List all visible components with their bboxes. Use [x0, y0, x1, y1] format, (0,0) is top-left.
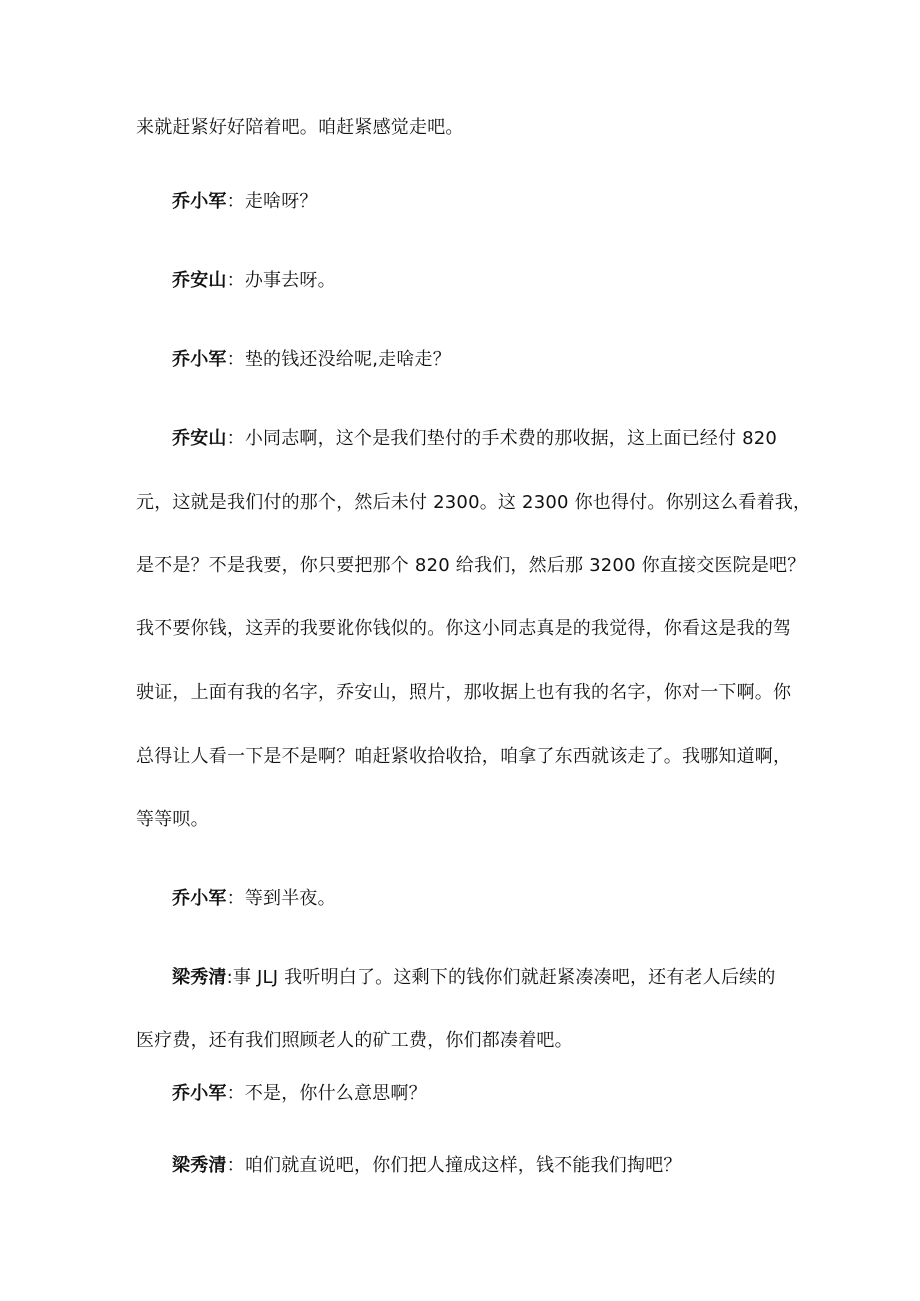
speaker-separator: ： — [226, 1083, 245, 1104]
dialogue-text: 等到半夜。 — [244, 888, 336, 909]
paragraph-line: 等等呗。 — [136, 809, 209, 830]
speaker-name: 乔小军 — [172, 1083, 227, 1104]
paragraph-line: 是不是？不是我要，你只要把那个 820 给我们，然后那 3200 你直接交医院是吧？ — [136, 555, 806, 576]
dialogue-line — [172, 190, 808, 214]
dialogue-text: 咱们就直说吧，你们把人撞成这样，钱不能我们掏吧？ — [244, 1155, 682, 1176]
dialogue-text: 垫的钱还没给呢,走啥走？ — [244, 349, 451, 370]
dialogue-line — [172, 1154, 808, 1178]
dialogue-line — [172, 966, 808, 990]
paragraph-line: 元，这就是我们付的那个，然后未付 2300。这 2300 你也得付。你别这么看着我， — [136, 492, 812, 513]
dialogue-line — [172, 269, 808, 293]
dialogue-text: 事 JLJ 我听明白了。这剩下的钱你们就赶紧凑凑吧，还有老人后续的 — [232, 967, 776, 988]
paragraph-line: 驶证，上面有我的名字，乔安山，照片，那收据上也有我的名字，你对一下啊。你 — [136, 682, 792, 703]
paragraph-line: 总得让人看一下是不是啊？咱赶紧收拾收拾，咱拿了东西就该走了。我哪知道啊， — [136, 746, 792, 767]
continuation-line: 来就赶紧好好陪着吧。咱赶紧感觉走吧。 — [136, 117, 464, 138]
dialogue-line — [172, 427, 808, 451]
speaker-name: 乔安山 — [172, 270, 227, 291]
dialogue-line — [172, 887, 808, 911]
dialogue-text: 办事去呀。 — [244, 270, 336, 291]
speaker-separator: ： — [226, 428, 245, 449]
paragraph-line: 医疗费，还有我们照顾老人的矿工费，你们都凑着吧。 — [136, 1030, 573, 1051]
speaker-separator: ： — [226, 349, 245, 370]
paragraph-line: 我不要你钱，这弄的我要讹你钱似的。你这小同志真是的我觉得，你看这是我的驾 — [136, 618, 792, 639]
speaker-name: 乔小军 — [172, 888, 227, 909]
speaker-separator: ： — [226, 191, 245, 212]
speaker-name: 梁秀清 — [172, 967, 227, 988]
speaker-separator: ： — [226, 888, 245, 909]
speaker-separator: ： — [226, 1155, 245, 1176]
speaker-name: 梁秀清 — [172, 1155, 227, 1176]
dialogue-text: 不是，你什么意思啊？ — [244, 1083, 427, 1104]
speaker-separator: : — [226, 967, 233, 988]
dialogue-text: 小同志啊，这个是我们垫付的手术费的那收据，这上面已经付 820 — [244, 428, 778, 449]
speaker-separator: ： — [226, 270, 245, 291]
speaker-name: 乔小军 — [172, 191, 227, 212]
dialogue-line — [172, 348, 808, 372]
dialogue-line — [172, 1082, 808, 1106]
speaker-name: 乔安山 — [172, 428, 227, 449]
speaker-name: 乔小军 — [172, 349, 227, 370]
dialogue-text: 走啥呀？ — [244, 191, 318, 212]
